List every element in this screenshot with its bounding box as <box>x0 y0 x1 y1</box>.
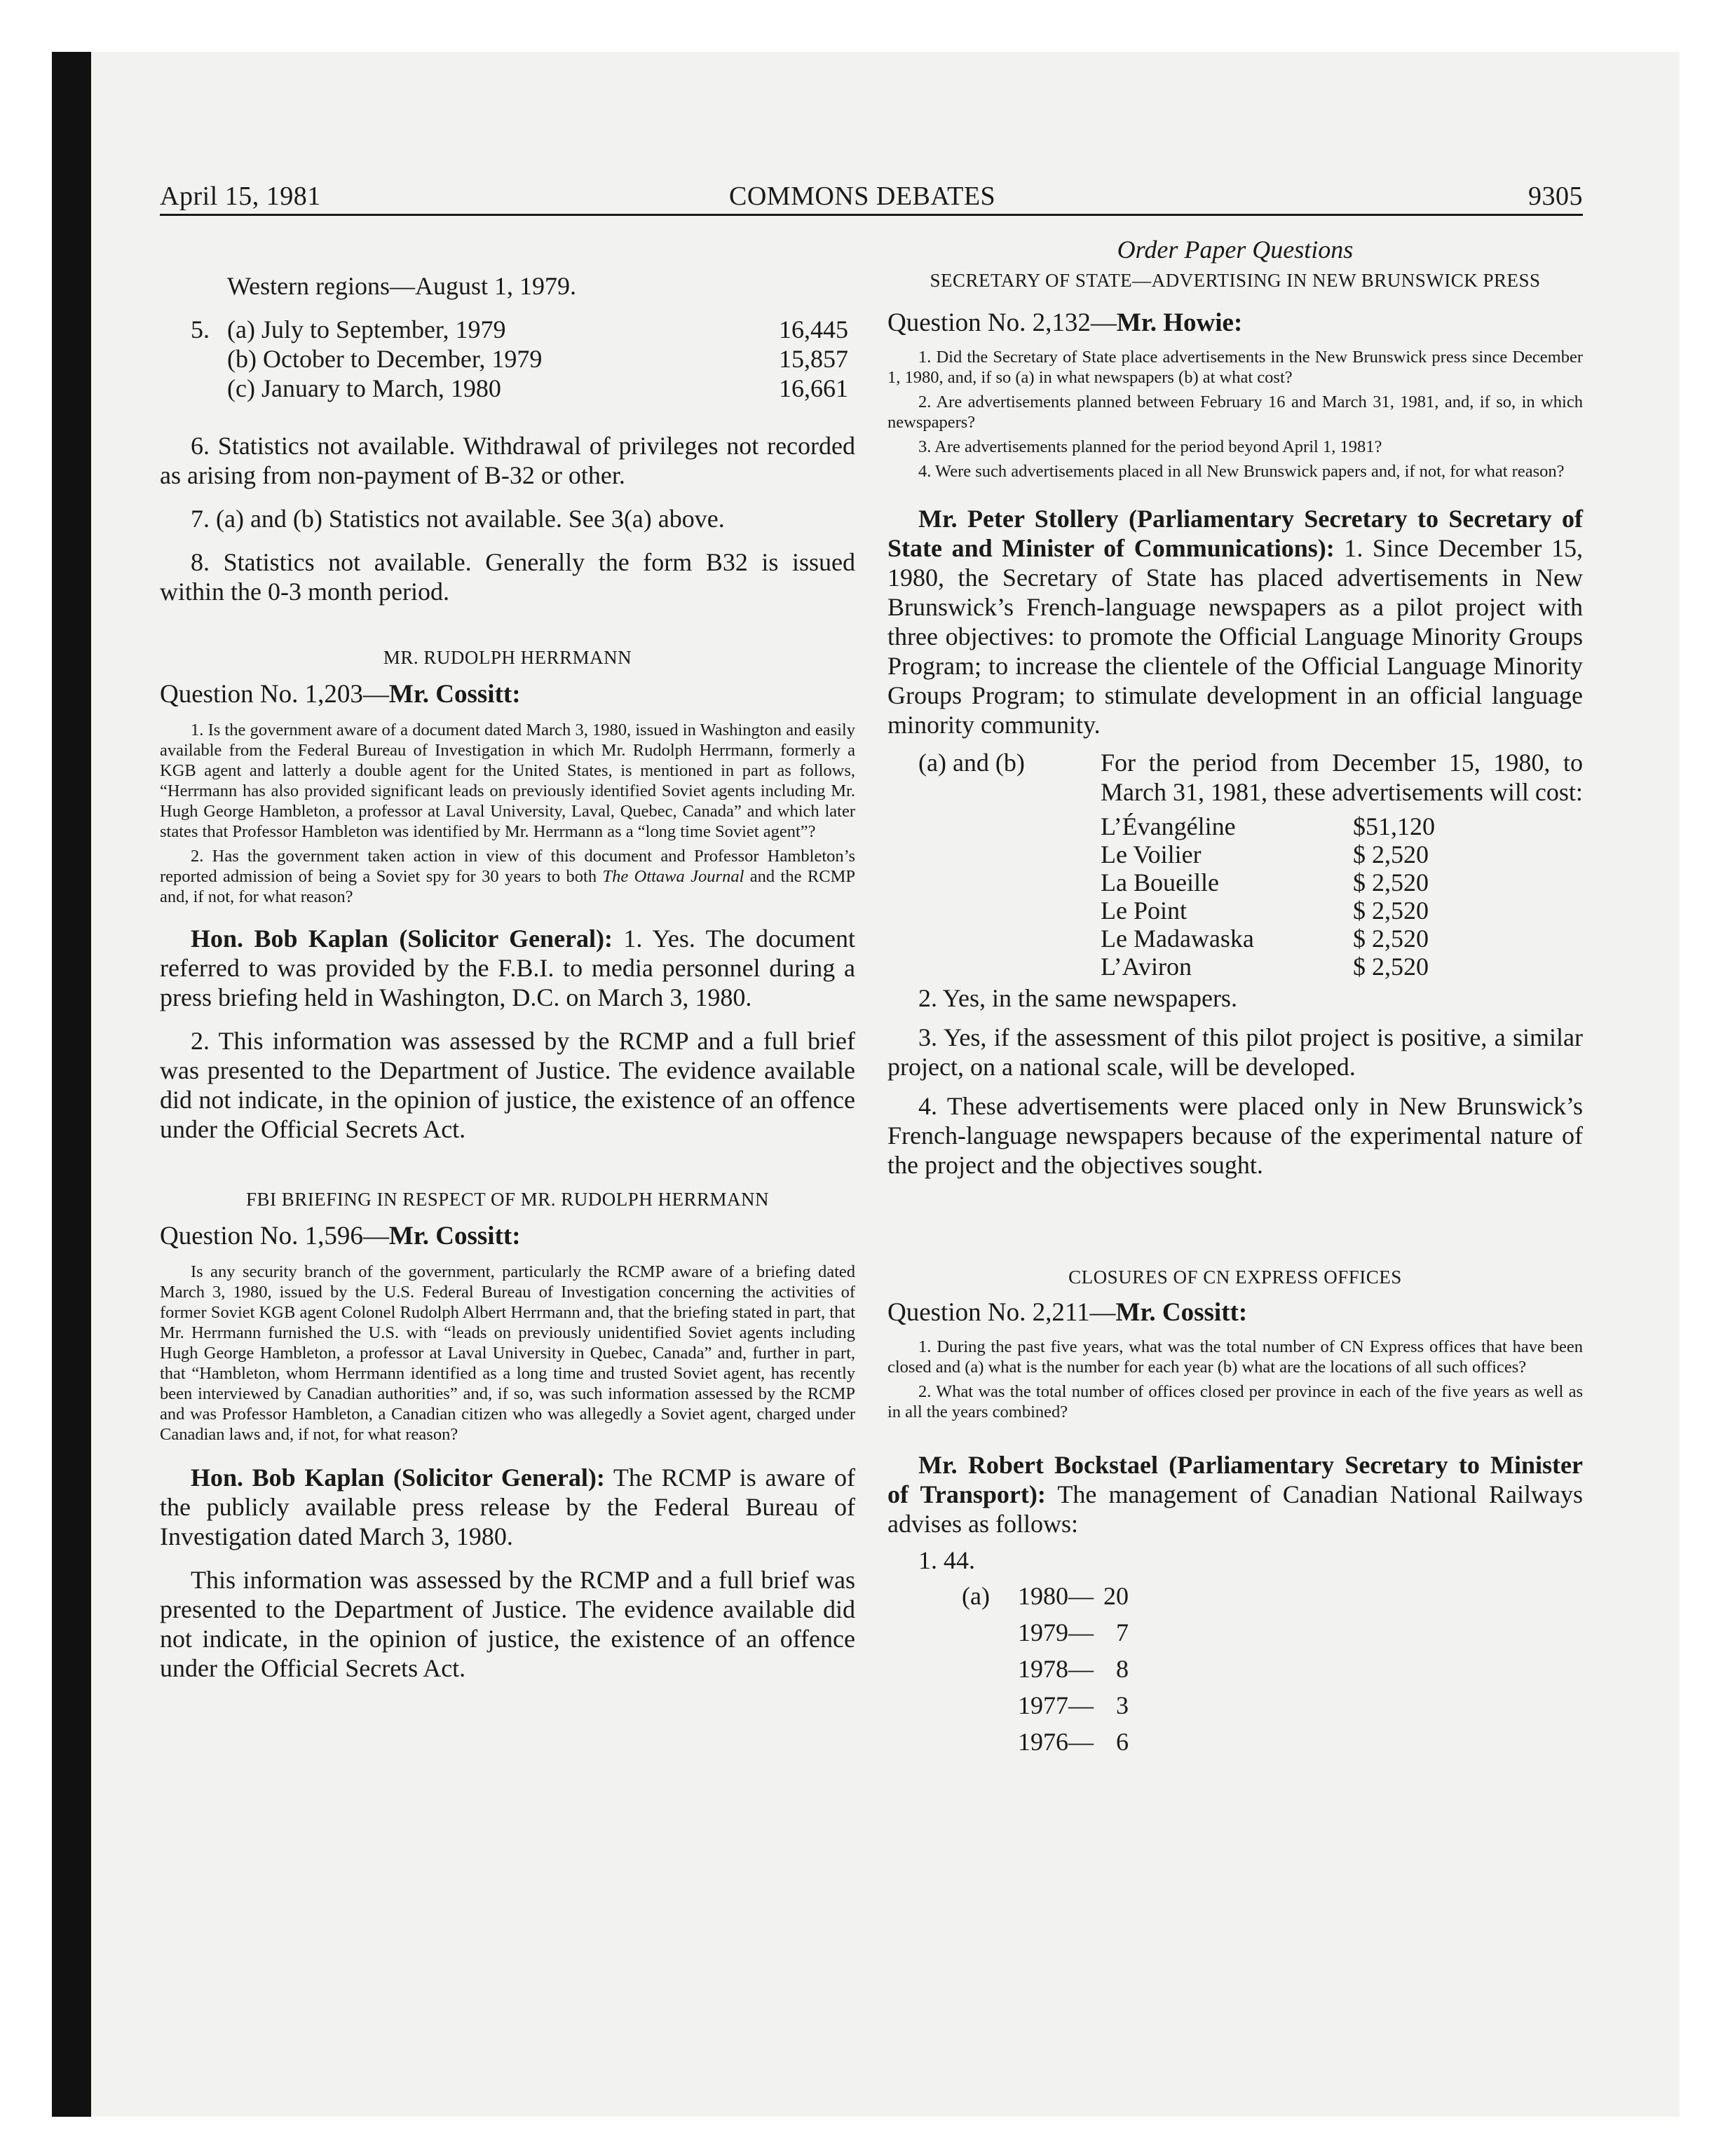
closure-count: 20 <box>1103 1582 1129 1610</box>
answer-total: 1. 44. <box>918 1546 975 1574</box>
question-member: Mr. Cossitt: <box>1115 1298 1248 1327</box>
answer-speaker: Mr. Robert Bockstael (Parliamentary Secretary to Minister of Transport): <box>887 1451 1583 1508</box>
em-dash: — <box>1068 1655 1094 1683</box>
year-row <box>962 1724 1583 1760</box>
answer-text: The management of Canadian National Railways advises as follows: <box>887 1480 1583 1538</box>
year-row <box>962 1614 1583 1651</box>
question-text <box>160 846 855 907</box>
ad-amount: $ 2,520 <box>1353 925 1429 953</box>
newspaper-name: L’Évangéline <box>1101 812 1236 840</box>
closure-count: 3 <box>1116 1691 1129 1719</box>
question-line <box>160 1221 855 1252</box>
header-title: COMMONS DEBATES <box>729 182 996 211</box>
answer-speaker: Mr. Peter Stollery (Parliamentary Secretary to Secretary of State and Minister of Communications): <box>887 505 1583 562</box>
western-regions-line: Western regions—August 1, 1979. <box>227 272 577 300</box>
question-text: 4. Were such advertisements placed in all New Brunswick papers and, if not, for what reason? <box>918 462 1565 481</box>
question-text: 3. Are advertisements planned for the period beyond April 1, 1981? <box>918 437 1382 456</box>
section-heading: CLOSURES OF CN EXPRESS OFFICES <box>1068 1267 1402 1288</box>
year-row <box>962 1578 1583 1614</box>
scan-left-edge <box>52 52 91 2117</box>
question-member: Mr. Cossitt: <box>388 680 521 709</box>
ad-amount: $51,120 <box>1353 812 1435 840</box>
closure-count: 6 <box>1116 1728 1129 1756</box>
ad-row <box>1101 840 1583 868</box>
newspaper-name: L’Aviron <box>1101 953 1192 981</box>
answer-paragraph <box>160 924 855 1012</box>
section-heading: SECRETARY OF STATE—ADVERTISING IN NEW BRUNSWICK PRESS <box>930 270 1541 291</box>
header-rule <box>160 214 1583 216</box>
year: 1979 <box>1018 1618 1068 1646</box>
newspaper-title: The Ottawa Journal <box>602 867 744 886</box>
stat-value: 16,445 <box>779 315 848 343</box>
stat-label: (a) July to September, 1979 <box>227 315 506 343</box>
answer-paragraph: 2. Yes, in the same newspapers. <box>918 984 1237 1012</box>
stat-value: 16,661 <box>779 374 848 402</box>
answer-text: The RCMP is aware of the publicly available press release by the Federal Bureau of Investigation dated March 3, 1980. <box>160 1464 855 1550</box>
em-dash: — <box>1068 1618 1094 1646</box>
item-6: 6. Statistics not available. Withdrawal of privileges not recorded as arising from non-payment of B-32 or other. <box>160 432 855 489</box>
answer-ab <box>887 748 1583 807</box>
ad-amount: $ 2,520 <box>1353 840 1429 868</box>
question-member: Mr. Cossitt: <box>388 1222 521 1250</box>
answer-paragraph <box>887 504 1583 739</box>
answer-paragraph: 3. Yes, if the assessment of this pilot project is positive, a similar project, on a national scale, will be developed. <box>887 1023 1583 1081</box>
ad-amount: $ 2,520 <box>1353 953 1429 981</box>
em-dash: — <box>1068 1582 1094 1610</box>
ad-amount: $ 2,520 <box>1353 896 1429 925</box>
left-column <box>160 228 855 1683</box>
item-5-rows <box>219 315 855 403</box>
question-number: Question No. 2,211— <box>887 1298 1116 1327</box>
answer-text: 1. Since December 15, 1980, the Secretary of State has placed advertisements in New Brunswick’s French-language newspapers as a pilot project with three objectives: to promote the Official Language Minority Groups Program; to increase the clientele of the Official Language Minority Groups Program; to stimulate development in an official language minority community. <box>887 534 1583 739</box>
right-column <box>887 228 1583 1760</box>
header-date: April 15, 1981 <box>160 182 321 211</box>
answer-paragraph <box>887 1450 1583 1538</box>
item-7: 7. (a) and (b) Statistics not available. See 3(a) above. <box>191 505 725 533</box>
year-row-lead: (a) <box>962 1582 990 1610</box>
item-8: 8. Statistics not available. Generally the form B32 is issued within the 0-3 month period. <box>160 548 855 606</box>
question-text-part: 2. Has the government taken action in view of this document and Professor Hambleton’s reported admission of being a Soviet spy for 30 years to both <box>160 847 855 886</box>
stat-label: (b) October to December, 1979 <box>227 345 543 373</box>
year: 1976 <box>1018 1728 1068 1756</box>
answer-text: 1. Yes. The document referred to was provided by the F.B.I. to media personnel during a press briefing held in Washington, D.C. on March 3, 1980. <box>160 925 855 1011</box>
header-page-number: 9305 <box>1528 182 1583 211</box>
item-5 <box>160 315 855 403</box>
question-text: 1. Did the Secretary of State place advertisements in the New Brunswick press since December 1, 1980, and, if so (a) in what newspapers (b) at what cost? <box>887 348 1583 387</box>
stat-row <box>227 315 848 344</box>
newspaper-name: La Boueille <box>1101 868 1219 896</box>
closures-by-year <box>887 1578 1583 1760</box>
stat-row <box>227 344 848 374</box>
answer-paragraph <box>160 1463 855 1551</box>
answer-ab-label: (a) and (b) <box>918 749 1025 777</box>
em-dash: — <box>1068 1728 1094 1756</box>
year-row <box>962 1687 1583 1724</box>
year: 1980 <box>1018 1582 1068 1610</box>
answer-ab-text: For the period from December 15, 1980, to March 31, 1981, these advertisements will cost: <box>1101 749 1583 806</box>
item-5-number: 5. <box>191 315 210 343</box>
year-row-lead <box>962 1614 1018 1651</box>
ad-row <box>1101 812 1583 840</box>
ad-row <box>1101 868 1583 896</box>
closure-count: 8 <box>1116 1655 1129 1683</box>
newspaper-name: Le Madawaska <box>1101 925 1254 953</box>
question-text: 2. What was the total number of offices closed per province in each of the five years as well as in all the years combined? <box>887 1382 1583 1421</box>
question-line <box>887 308 1583 339</box>
section-heading: MR. RUDOLPH HERRMANN <box>383 647 632 668</box>
closure-count: 7 <box>1116 1618 1129 1646</box>
question-member: Mr. Howie: <box>1116 308 1243 337</box>
stat-row <box>227 374 848 403</box>
ad-row <box>1101 925 1583 953</box>
answer-paragraph: This information was assessed by the RCMP and a full brief was presented to the Department of Justice. The evidence available did not indicate, in the opinion of justice, the existence of an offence under the Official Secrets Act. <box>160 1566 855 1682</box>
question-number: Question No. 1,596— <box>160 1222 389 1250</box>
ad-amount: $ 2,520 <box>1353 868 1429 896</box>
question-text: 1. Is the government aware of a document dated March 3, 1980, issued in Washington and easily available from the Federal Bureau of Investigation in which Mr. Rudolph Herrmann, formerly a KGB agent and latterly a double agent for the United States, is mentioned in part as follows, “Herrmann has also provided significant leads on previously identified Soviet agents including Mr. Hugh George Hambleton, a professor at Laval University, Laval, Quebec, Canada” and which later states that Professor Hambleton was identified by Mr. Herrmann as a “long time Soviet agent”? <box>160 721 855 841</box>
question-line <box>160 679 855 710</box>
advertising-cost-table <box>887 812 1583 981</box>
answer-paragraph: 2. This information was assessed by the RCMP and a full brief was presented to the Department of Justice. The evidence available did not indicate, in the opinion of justice, the existence of an offence under the Official Secrets Act. <box>160 1027 855 1143</box>
ad-row <box>1101 953 1583 981</box>
answer-paragraph: 4. These advertisements were placed only in New Brunswick’s French-language newspapers because of the experimental nature of the project and the objectives sought. <box>887 1092 1583 1179</box>
question-text: 2. Are advertisements planned between February 16 and March 31, 1981, and, if so, in which newspapers? <box>887 393 1583 432</box>
em-dash: — <box>1068 1691 1094 1719</box>
ad-row <box>1101 896 1583 925</box>
order-paper-title: Order Paper Questions <box>1117 236 1354 264</box>
question-number: Question No. 2,132— <box>887 308 1117 337</box>
section-heading: FBI BRIEFING IN RESPECT OF MR. RUDOLPH HERRMANN <box>245 1189 770 1210</box>
year-row-lead <box>962 1724 1018 1760</box>
question-text: 1. During the past five years, what was the total number of CN Express offices that have been closed and (a) what is the number for each year (b) what are the locations of all such offices? <box>887 1337 1583 1377</box>
stat-label: (c) January to March, 1980 <box>227 374 501 402</box>
answer-speaker: Hon. Bob Kaplan (Solicitor General): <box>191 925 613 953</box>
question-number: Question No. 1,203— <box>160 680 389 709</box>
year-row-lead <box>962 1651 1018 1687</box>
question-text: Is any security branch of the government, particularly the RCMP aware of a briefing dated March 3, 1980, issued by the U.S. Federal Bureau of Investigation concerning the activities of former Soviet KGB agent Colonel Rudolph Albert Herrmann and, that the briefing stated in part, that Mr. Herrmann furnished the U.S. with “leads on previously unidentified Soviet agents including Hugh George Hambleton, a professor at Laval University in Quebec, Canada” and, further in part, that “Hambleton, whom Herrmann identified as a long time and trusted Soviet agent, has recently been interviewed by Canadian authorities” and, if so, was such information assessed by the RCMP and was Professor Hambleton, a Canadian citizen who was allegedly a Soviet agent, charged under Canadian laws and, if not, for what reason? <box>160 1262 855 1444</box>
stat-value: 15,857 <box>779 345 848 373</box>
year-row <box>962 1651 1583 1687</box>
year: 1978 <box>1018 1655 1068 1683</box>
question-text-part: and the RCMP and, if not, for what reason? <box>160 867 855 906</box>
newspaper-name: Le Voilier <box>1101 840 1202 868</box>
answer-speaker: Hon. Bob Kaplan (Solicitor General): <box>191 1464 605 1492</box>
year-row-lead <box>962 1687 1018 1724</box>
year: 1977 <box>1018 1691 1068 1719</box>
question-line <box>887 1297 1583 1328</box>
newspaper-name: Le Point <box>1101 896 1187 925</box>
